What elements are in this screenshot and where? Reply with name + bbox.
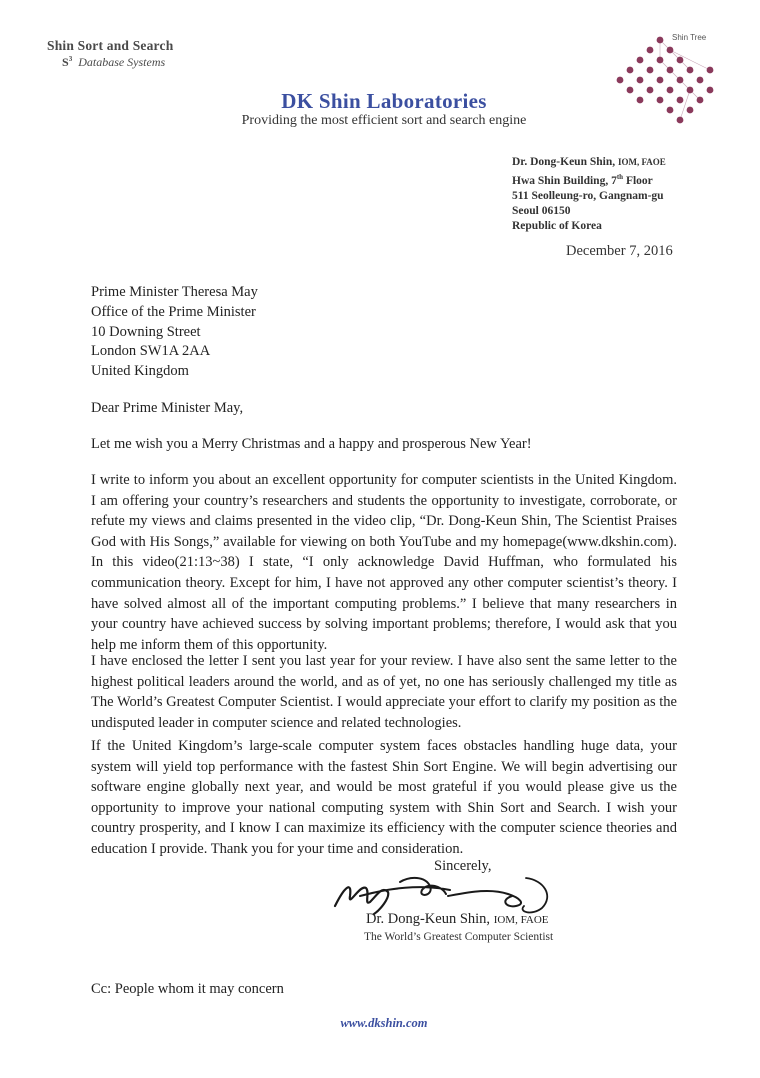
lab-name: DK Shin Laboratories	[281, 89, 487, 113]
logo-dot	[687, 67, 694, 74]
logo-dot	[667, 87, 674, 94]
logo-line	[680, 90, 690, 120]
logo-dot	[627, 87, 634, 94]
logo-label: Shin Tree	[672, 33, 707, 42]
logo-dot	[637, 57, 644, 64]
brand-database-systems: Database Systems	[78, 55, 166, 69]
brand-subtitle	[62, 55, 165, 70]
sender-name: Dr. Dong-Keun Shin,	[512, 156, 616, 168]
logo-dot	[687, 107, 694, 114]
brand-name: Shin Sort and Search	[47, 38, 174, 53]
sender-country: Republic of Korea	[512, 219, 602, 232]
shin-tree-logo	[612, 30, 722, 130]
logo-dot	[657, 57, 664, 64]
logo-dot	[617, 77, 624, 84]
logo-dot	[657, 77, 664, 84]
sender-city: Seoul 06150	[512, 204, 571, 217]
signer-name: Dr. Dong-Keun Shin,	[366, 911, 491, 927]
logo-dot	[657, 97, 664, 104]
logo-dot	[677, 97, 684, 104]
body-paragraph-2: I have enclosed the letter I sent you last year for your review. I have also sent the same letter to the highest political leaders around the world, and as of yet, no one has seriously challenged my title as The World’s Greatest Computer Scientist. I would appreciate your effort to clarify my position as the undisputed leader in computer science and related technologies.	[91, 653, 677, 731]
logo-dot	[637, 97, 644, 104]
logo-dot	[647, 87, 654, 94]
logo-dot	[667, 67, 674, 74]
recipient-line: London SW1A 2AA	[91, 343, 211, 360]
logo-dot	[697, 97, 704, 104]
brand-s3: $S^3$	[62, 55, 73, 69]
sender-building-sup: th	[616, 173, 624, 181]
recipient-line: Prime Minister Theresa May	[91, 284, 258, 300]
logo-dot	[667, 47, 674, 54]
signer-name-line	[366, 911, 548, 928]
logo-dot	[647, 47, 654, 54]
sender-building-line	[512, 170, 666, 189]
logo-dot	[707, 87, 714, 94]
logo-dot	[677, 77, 684, 84]
logo-dot	[627, 67, 634, 74]
logo-dot	[667, 107, 674, 114]
sender-address	[512, 155, 666, 234]
sender-honors: IOM, FAOE	[617, 157, 666, 167]
recipient-address	[91, 283, 258, 382]
recipient-line: United Kingdom	[91, 363, 189, 380]
sender-building-floor: Floor	[623, 174, 653, 187]
sender-street: 511 Seolleung-ro, Gangnam-gu	[512, 189, 664, 202]
logo-dot	[637, 77, 644, 84]
recipient-line: Office of the Prime Minister	[91, 303, 256, 320]
logo-dot	[677, 117, 684, 124]
body-paragraph-1: I write to inform you about an excellent opportunity for computer scientists in the United Kingdom. I am offering your country’s researchers and students the opportunity to investigate, corroborate, or refute my views and claims presented in the video clip, “Dr. Dong-Keun Shin, The Scientist Praises God with His Songs,” available for viewing on both YouTube and my homepage(www.dkshin.com). In this video(21:13~38) I state, “I only acknowledge David Huffman, who formulated his communication theory. Except for him, I have not approved any other computer scientist’s theory. I have solved almost all of the important computing problems.” I believe that many researchers in your country have achieved success by solving important problems; therefore, I would ask that you help me inform them of this opportunity.	[91, 472, 677, 653]
sender-building: Hwa Shin Building, 7	[512, 174, 617, 187]
letter-date: December 7, 2016	[566, 243, 673, 259]
logo-dot	[707, 67, 714, 74]
recipient-line: 10 Downing Street	[91, 323, 201, 340]
salutation: Dear Prime Minister May,	[91, 400, 244, 416]
cc-line: Cc: People whom it may concern	[91, 981, 284, 997]
logo-dot	[697, 77, 704, 84]
website-link[interactable]: www.dkshin.com	[340, 1016, 428, 1030]
body-paragraph-3: If the United Kingdom’s large-scale computer system faces obstacles handling huge data, your system will yield top performance with the fastest Shin Sort Engine. We will begin advertising our software engine globally next year, and would be most grateful if you would please give us the opportunity to improve your national computing system with Shin Sort and Search. I wish your country prosperity, and I know I can maximize its efficiency with the computer science theories and education I provide. Thank you for your time and consideration.	[91, 738, 677, 857]
logo-dot	[647, 67, 654, 74]
logo-dot	[687, 87, 694, 94]
signer-title: The World’s Greatest Computer Scientist	[364, 931, 554, 943]
lab-tagline: Providing the most efficient sort and search engine	[241, 113, 527, 128]
sender-name-line	[512, 155, 666, 170]
logo-dot	[677, 57, 684, 64]
signer-honors: IOM, FAOE	[493, 914, 549, 926]
shin-tree-icon	[612, 30, 722, 130]
closing-sincerely: Sincerely,	[434, 858, 492, 874]
holiday-wishes: Let me wish you a Merry Christmas and a happy and prosperous New Year!	[91, 436, 532, 452]
logo-dot	[657, 37, 664, 44]
